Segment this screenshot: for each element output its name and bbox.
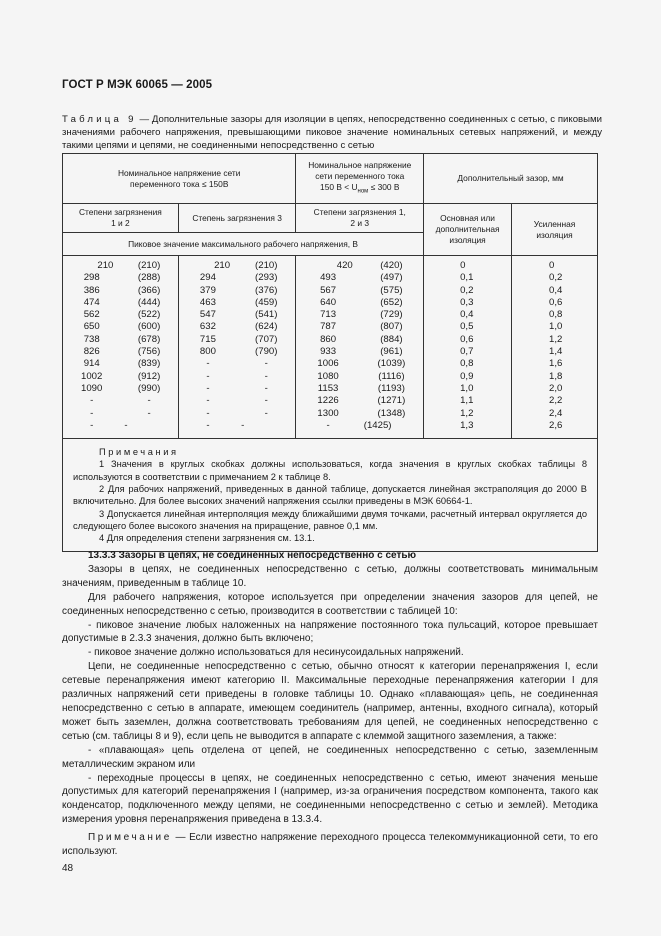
pollution-1-2-value: 1090 <box>81 382 103 394</box>
data-col-pollution-1-2 <box>63 256 179 439</box>
header-additional-clearance: Дополнительный зазор, мм <box>424 154 598 204</box>
basic-clearance-value: 0,4 <box>460 309 474 321</box>
pollution-1-2-bracket-value: (288) <box>137 272 161 284</box>
pollution-1-2-bracket-value: (678) <box>137 333 161 345</box>
pollution-3-bracket-value: (790) <box>255 346 278 358</box>
paragraph: - «плавающая» цепь отделена от цепей, не соединенных непосредственно с сетью, заземленным металлическим экраном или <box>62 744 598 770</box>
pollution-1-2-value: - <box>90 407 94 419</box>
table-caption <box>62 113 602 152</box>
pollution-1-2-3-bracket-value: (1271) <box>377 395 406 407</box>
header-peak-voltage: Пиковое значение максимального рабочего напряжения, В <box>63 233 424 256</box>
paragraph: - переходные процессы в цепях, не соединенных непосредственно с сетью, имеют значения меньше допустимых для категорий перенапряжения I (например, из-за ограничения посредством компонента, такого как конденсатор, подключенного между цепями, не соединенными непосредственно с сетью и землей). Методика измерения уровня перенапряжения приведена в 13.3.4. <box>62 772 598 826</box>
data-col-reinforced <box>512 256 598 439</box>
note-4: 4 Для определения степени загрязнения см. 13.1. <box>99 533 315 544</box>
pollution-1-2-3-value: 1226 <box>317 395 339 407</box>
reinforced-clearance-value: 0,8 <box>549 309 563 321</box>
data-col-basic <box>424 256 512 439</box>
paragraph: - пиковое значение любых наложенных на напряжение постоянного тока пульсаций, которое превышает допустимые в 2.3.3 значения, должно быть включено; <box>62 619 598 645</box>
reinforced-clearance-value: 1,8 <box>549 370 563 382</box>
basic-clearance-value: 0,1 <box>460 272 474 284</box>
pollution-1-2-bracket-value: (600) <box>137 321 161 333</box>
pollution-3-bracket-value: - <box>264 370 268 382</box>
pollution-3-value: - <box>206 358 210 370</box>
pollution-1-2-value: - <box>90 419 94 431</box>
pollution-1-2-3-bracket-value: (1039) <box>377 358 406 370</box>
header-nominal-300-b1: 150 В < U <box>320 181 358 192</box>
header-basic-insulation: Основная или дополнительная изоляция <box>424 204 512 256</box>
pollution-1-2-3-value: 493 <box>320 272 337 284</box>
reinforced-clearance-value: 0,4 <box>549 284 563 296</box>
reinforced-clearance-value: 0 <box>549 260 555 271</box>
reinforced-clearance-value: 1,4 <box>549 346 563 358</box>
pollution-3-bracket-value: (459) <box>255 296 278 308</box>
pollution-3-value: 210 <box>214 260 231 271</box>
section-body <box>62 549 598 859</box>
pollution-1-2-bracket-value: - <box>147 395 151 407</box>
note-1: 1 Значения в круглых скобках должны использоваться, когда значения в круглых скобках таблицы 8 используются в соответствии с примечанием 2 к таблице 8. <box>73 459 587 482</box>
pollution-1-2-3-value: 787 <box>320 321 337 333</box>
basic-clearance-value: 1,3 <box>460 419 474 431</box>
section-note-text: — Если известно напряжение переходного процесса телекоммуникационной сети, то его используют. <box>62 832 598 858</box>
pollution-3-bracket-value: - <box>264 358 268 370</box>
header-pollution-3: Степень загрязнения 3 <box>178 204 296 233</box>
reinforced-clearance-value: 2,6 <box>549 419 563 431</box>
pollution-3-bracket-value: (541) <box>255 309 278 321</box>
pollution-1-2-bracket-value: (366) <box>137 284 161 296</box>
pollution-1-2-value: 298 <box>83 272 100 284</box>
header-nominal-300 <box>296 154 424 204</box>
page-number: 48 <box>62 863 74 874</box>
basic-clearance-value: 0 <box>460 260 466 271</box>
pollution-1-2-3-bracket-value: (1425) <box>363 419 392 431</box>
section-note <box>62 831 598 859</box>
table-caption-label: Таблица 9 <box>62 114 137 125</box>
pollution-3-value: 632 <box>199 321 216 333</box>
pollution-1-2-3-value: 713 <box>320 309 337 321</box>
pollution-1-2-bracket-value: (990) <box>137 382 161 394</box>
header-pollution-1-2: Степени загрязнения 1 и 2 <box>63 204 179 233</box>
data-col-pollution-3 <box>178 256 296 439</box>
pollution-1-2-3-value: 420 <box>336 260 353 271</box>
pollution-1-2-value: 562 <box>83 309 100 321</box>
table-9 <box>62 153 598 552</box>
pollution-1-2-3-value: 1153 <box>317 382 339 394</box>
pollution-3-bracket-value: - <box>264 382 268 394</box>
pollution-3-value: - <box>206 382 210 394</box>
pollution-3-value: 715 <box>199 333 216 345</box>
basic-clearance-value: 0,2 <box>460 284 474 296</box>
pollution-1-2-3-bracket-value: (1193) <box>377 382 405 394</box>
reinforced-clearance-value: 2,0 <box>549 382 563 394</box>
pollution-3-value: - <box>206 407 210 419</box>
pollution-1-2-3-bracket-value: (497) <box>380 272 403 284</box>
paragraph: Для рабочего напряжения, которое используется при определении значения зазоров для цепей, не соединенных непосредственно с сетью, производится в соответствии с таблицей 10: <box>62 591 598 617</box>
data-col-pollution-1-2-3 <box>296 256 424 439</box>
pollution-1-2-bracket-value: (839) <box>137 358 161 370</box>
paragraph: Зазоры в цепях, не соединенных непосредственно с сетью, должны соответствовать минимальным значениям, приведенным в таблице 10. <box>62 563 598 589</box>
pollution-3-value: 547 <box>199 309 216 321</box>
basic-clearance-value: 0,8 <box>460 358 474 370</box>
pollution-1-2-bracket-value: - <box>124 419 128 431</box>
header-nominal-300-sub: ном <box>357 188 369 195</box>
pollution-3-bracket-value: (624) <box>255 321 278 333</box>
notes-title: Примечания <box>99 447 179 458</box>
pollution-1-2-value: 650 <box>83 321 100 333</box>
pollution-3-bracket-value: (707) <box>255 333 278 345</box>
basic-clearance-value: 1,2 <box>460 407 474 419</box>
pollution-1-2-bracket-value: (756) <box>137 346 161 358</box>
pollution-1-2-3-value: 933 <box>320 346 337 358</box>
basic-clearance-value: 1,0 <box>460 382 474 394</box>
basic-clearance-value: 1,1 <box>460 395 474 407</box>
header-reinforced-insulation: Усиленная изоляция <box>512 204 598 256</box>
basic-clearance-value: 0,6 <box>460 333 474 345</box>
document-header: ГОСТ Р МЭК 60065 — 2005 <box>62 79 213 91</box>
pollution-1-2-value: 386 <box>83 284 100 296</box>
basic-clearance-value: 0,3 <box>460 296 474 308</box>
pollution-1-2-3-value: 1006 <box>317 358 339 370</box>
pollution-1-2-value: 914 <box>83 358 100 370</box>
reinforced-clearance-value: 2,2 <box>549 395 563 407</box>
note-2: 2 Для рабочих напряжений, приведенных в данной таблице, допускается линейная экстраполяция до 2000 В включительно. Для более высоких значений напряжения ссылки приведены в МЭК 60664-1. <box>73 484 587 507</box>
pollution-3-value: - <box>206 370 210 382</box>
pollution-3-bracket-value: (293) <box>255 272 278 284</box>
table-notes <box>63 439 598 551</box>
pollution-1-2-3-value: 1080 <box>317 370 339 382</box>
section-note-label: Примечание <box>88 832 172 844</box>
pollution-1-2-3-value: 567 <box>320 284 337 296</box>
reinforced-clearance-value: 1,2 <box>549 333 563 345</box>
pollution-1-2-bracket-value: (912) <box>137 370 161 382</box>
pollution-3-value: 800 <box>199 346 216 358</box>
reinforced-clearance-value: 0,2 <box>549 272 563 284</box>
pollution-1-2-value: 474 <box>83 296 100 308</box>
header-pollution-1-2-3: Степени загрязнения 1, 2 и 3 <box>296 204 424 233</box>
pollution-1-2-3-value: 640 <box>320 296 337 308</box>
pollution-1-2-3-value: - <box>326 419 330 431</box>
section-title: 13.3.3 Зазоры в цепях, не соединенных непосредственно с сетью <box>88 550 417 561</box>
pollution-3-bracket-value: - <box>264 407 268 419</box>
pollution-1-2-3-bracket-value: (729) <box>380 309 403 321</box>
pollution-3-value: 294 <box>199 272 216 284</box>
basic-clearance-value: 0,9 <box>460 370 474 382</box>
pollution-1-2-value: 826 <box>83 346 100 358</box>
pollution-1-2-3-bracket-value: (884) <box>380 333 403 345</box>
pollution-3-bracket-value: (210) <box>255 260 278 271</box>
pollution-1-2-3-value: 1300 <box>317 407 339 419</box>
basic-clearance-value: 0,5 <box>460 321 474 333</box>
pollution-3-value: 463 <box>199 296 216 308</box>
pollution-1-2-3-bracket-value: (420) <box>380 260 403 271</box>
pollution-1-2-3-bracket-value: (575) <box>380 284 403 296</box>
pollution-1-2-bracket-value: - <box>147 407 151 419</box>
pollution-1-2-bracket-value: (444) <box>137 296 161 308</box>
paragraph: Цепи, не соединенные непосредственно с сетью, обычно относят к категории перенапряжения I, если сетевые перенапряжения имеют категорию II. Максимальные переходные перенапряжения категории I для различных напряжений сети приведены в головке таблицы 10. Однако «плавающая» цепь, не соединенная непосредственно с сетью в аппарате, имеющем соединитель (например, антенны, входного сигнала), который может быть заземлен, должна соответствовать требованиям для цепей, не соединенных непосредственно с сетью (см. таблицы 8 и 9), если цепь не выводится в аппарате с клеммой защитного заземления, а также: <box>62 661 598 742</box>
header-nominal-300-b2: ≤ 300 В <box>368 181 400 192</box>
pollution-1-2-3-bracket-value: (961) <box>380 346 403 358</box>
pollution-3-value: 379 <box>199 284 216 296</box>
pollution-1-2-value: 738 <box>83 333 100 345</box>
reinforced-clearance-value: 1,0 <box>549 321 563 333</box>
pollution-1-2-value: 1002 <box>81 370 103 382</box>
pollution-3-bracket-value: (376) <box>255 284 278 296</box>
table-caption-text: — Дополнительные зазоры для изоляции в цепях, непосредственно соединенных с сетью, с пиковыми значениями рабочего напряжения, превышающими пиковое значение номинальных сетевых напряжений, и между такими цепями и цепями, не соединенными непосредственно с сетью <box>62 114 603 151</box>
pollution-1-2-3-bracket-value: (1116) <box>378 370 405 382</box>
pollution-1-2-3-value: 860 <box>320 333 337 345</box>
pollution-3-bracket-value: - <box>264 395 268 407</box>
basic-clearance-value: 0,7 <box>460 346 474 358</box>
reinforced-clearance-value: 0,6 <box>549 296 563 308</box>
pollution-3-bracket-value: - <box>241 419 245 431</box>
pollution-1-2-value: - <box>90 395 94 407</box>
paragraph: - пиковое значение должно использоваться для несинусоидальных напряжений. <box>88 647 464 659</box>
header-nominal-300-a: Номинальное напряжение сети переменного тока <box>308 159 412 181</box>
pollution-1-2-bracket-value: (522) <box>137 309 161 321</box>
reinforced-clearance-value: 2,4 <box>549 407 563 419</box>
pollution-1-2-value: 210 <box>97 260 114 271</box>
note-3: 3 Допускается линейная интерполяция между ближайшими двумя точками, расчетный интервал округляется до следующего более высокого значения на приращение, равное 0,1 мм. <box>73 508 587 531</box>
pollution-1-2-3-bracket-value: (807) <box>380 321 403 333</box>
pollution-1-2-3-bracket-value: (1348) <box>377 407 406 419</box>
header-nominal-150: Номинальное напряжение сети переменного тока ≤ 150В <box>63 154 296 204</box>
pollution-1-2-bracket-value: (210) <box>137 260 161 271</box>
pollution-3-value: - <box>206 419 210 431</box>
pollution-3-value: - <box>206 395 210 407</box>
pollution-1-2-3-bracket-value: (652) <box>380 296 403 308</box>
reinforced-clearance-value: 1,6 <box>549 358 563 370</box>
